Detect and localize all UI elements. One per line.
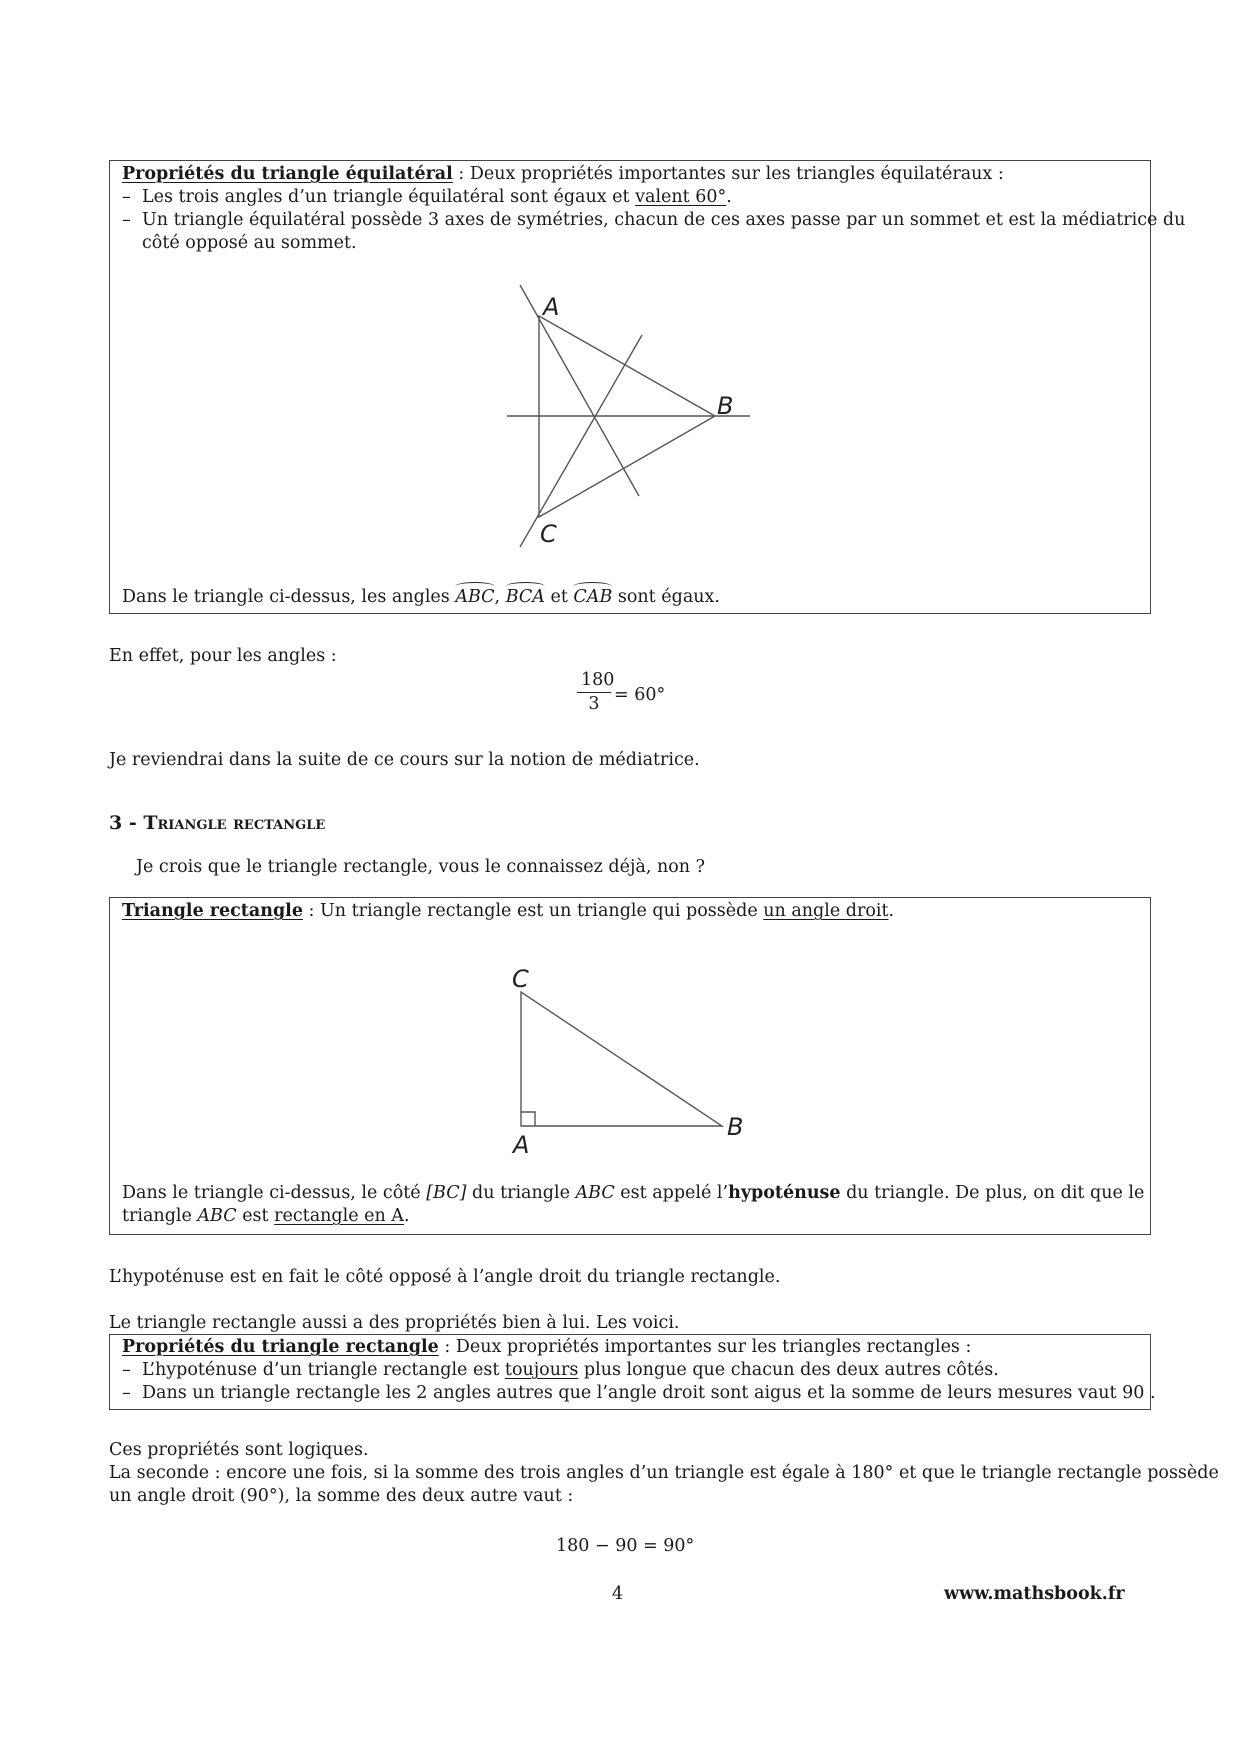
box1-item-2	[122, 209, 1186, 232]
box3-intro: : Deux propriétés importantes sur les triangles rectangles :	[438, 1337, 972, 1357]
label-c: C	[512, 965, 529, 993]
box1-item1-end: .	[726, 187, 732, 207]
paragraph-hypotenuse: L’hypoténuse est en fait le côté opposé à l’angle droit du triangle rectangle.	[109, 1267, 781, 1287]
paragraph-mediatrice: Je reviendrai dans la suite de ce cours sur la notion de médiatrice.	[109, 750, 700, 770]
box2-def-text: : Un triangle rectangle est un triangle qui possède	[302, 901, 764, 921]
rectangle-en-a: rectangle en A	[274, 1206, 404, 1226]
angle-cab: CAB	[573, 587, 613, 607]
box2-line2-c: .	[403, 1206, 410, 1226]
label-a: A	[513, 1131, 530, 1159]
triangle-abc	[521, 992, 722, 1126]
box2-def-end: .	[888, 901, 895, 921]
box2-definition	[122, 900, 894, 923]
box2-line1-d: du triangle. De plus, on dit que le	[840, 1183, 1145, 1203]
caption-sep: et	[544, 587, 574, 607]
box1-heading-line	[122, 163, 1004, 186]
box2-line2-b: est	[236, 1206, 275, 1226]
angle-bca: BCA	[505, 587, 545, 607]
box3-heading-line	[122, 1336, 971, 1359]
page-number: 4	[612, 1584, 624, 1604]
box3-item2-text: Dans un triangle rectangle les 2 angles autres que l’angle droit sont aigus et la somme de leurs mesures vaut 90 .	[142, 1383, 1156, 1403]
equation-180-minus-90: 180 − 90 = 90°	[556, 1536, 695, 1556]
box1-item-2-cont	[142, 232, 357, 255]
paragraph-proprietes: Le triangle rectangle aussi a des propriétés bien à lui. Les voici.	[109, 1313, 680, 1333]
bullet-dash: –	[122, 1360, 131, 1380]
box3-item-1	[122, 1359, 999, 1382]
box2-line1-b: du triangle	[466, 1183, 576, 1203]
section-intro: Je crois que le triangle rectangle, vous le connaissez déjà, non ?	[136, 857, 705, 877]
box2-text-line2	[122, 1205, 410, 1228]
segment-bc: [BC]	[426, 1183, 467, 1203]
right-angle-marker	[521, 1112, 535, 1126]
caption-text: Dans le triangle ci-dessus, les angles	[122, 587, 456, 607]
box2-line1-wrap	[122, 1182, 1144, 1205]
fraction-numerator: 180	[577, 669, 611, 693]
fraction-180-over-3	[577, 669, 615, 716]
paragraph-seconde-line1: La seconde : encore une fois, si la somme des trois angles d’un triangle est égale à 180° et que le triangle rectangle possède	[109, 1463, 1219, 1483]
label-b: B	[727, 1113, 744, 1141]
section-heading	[109, 812, 325, 835]
footer-website: www.mathsbook.fr	[944, 1584, 1125, 1604]
label-a: A	[543, 293, 560, 321]
box3-item1-end: plus longue que chacun des deux autres côtés.	[578, 1360, 999, 1380]
bullet-dash: –	[122, 210, 131, 230]
axis-through-a	[520, 285, 639, 496]
box1-intro: : Deux propriétés importantes sur les triangles équilatéraux :	[452, 164, 1004, 184]
section-number: 3 -	[109, 812, 137, 834]
box1-title: Propriétés du triangle équilatéral	[122, 164, 453, 184]
caption-end: sont égaux.	[612, 587, 720, 607]
box1-item2-line2: côté opposé au sommet.	[142, 233, 357, 253]
box3-item-2	[122, 1382, 1156, 1405]
label-b: B	[717, 392, 734, 420]
axis-through-c	[520, 335, 642, 547]
box1-item-1	[122, 186, 732, 209]
box2-def-underlined: un angle droit	[763, 901, 889, 921]
triangle-name: ABC	[575, 1183, 615, 1203]
fraction-denominator: 3	[588, 694, 600, 714]
section-title: Triangle rectangle	[143, 812, 326, 834]
box1-item2-line1: Un triangle équilatéral possède 3 axes de symétries, chacun de ces axes passe par un sommet et est la médiatrice du	[142, 210, 1186, 230]
caption-sep: ,	[494, 587, 506, 607]
box2-line2-a: triangle	[122, 1206, 198, 1226]
equation-result: = 60°	[614, 685, 666, 705]
box1-item1-underlined: valent 60°	[635, 187, 727, 207]
label-c: C	[540, 520, 557, 548]
box1-item1-text: Les trois angles d’un triangle équilatéral sont égaux et	[142, 187, 636, 207]
box3-item1-underlined: toujours	[504, 1360, 579, 1380]
paragraph-seconde-line2: un angle droit (90°), la somme des deux autre vaut :	[109, 1486, 574, 1506]
box2-text-line1	[122, 1182, 1145, 1205]
box3-title: Propriétés du triangle rectangle	[122, 1337, 439, 1357]
paragraph-en-effet: En effet, pour les angles :	[109, 646, 337, 666]
box1-caption	[122, 586, 720, 609]
box2-title: Triangle rectangle	[122, 901, 303, 921]
hypotenuse-term: hypoténuse	[728, 1183, 841, 1203]
right-triangle-figure	[500, 960, 760, 1160]
equilateral-triangle-figure	[490, 275, 760, 555]
box3-item1-text: L’hypoténuse d’un triangle rectangle est	[142, 1360, 505, 1380]
bullet-dash: –	[122, 187, 131, 207]
box2-line1-a: Dans le triangle ci-dessus, le côté	[122, 1183, 427, 1203]
angle-abc: ABC	[455, 587, 495, 607]
paragraph-logiques: Ces propriétés sont logiques.	[109, 1440, 369, 1460]
bullet-dash: –	[122, 1383, 131, 1403]
triangle-name: ABC	[197, 1206, 237, 1226]
box2-line1-c: est appelé l’	[614, 1183, 729, 1203]
